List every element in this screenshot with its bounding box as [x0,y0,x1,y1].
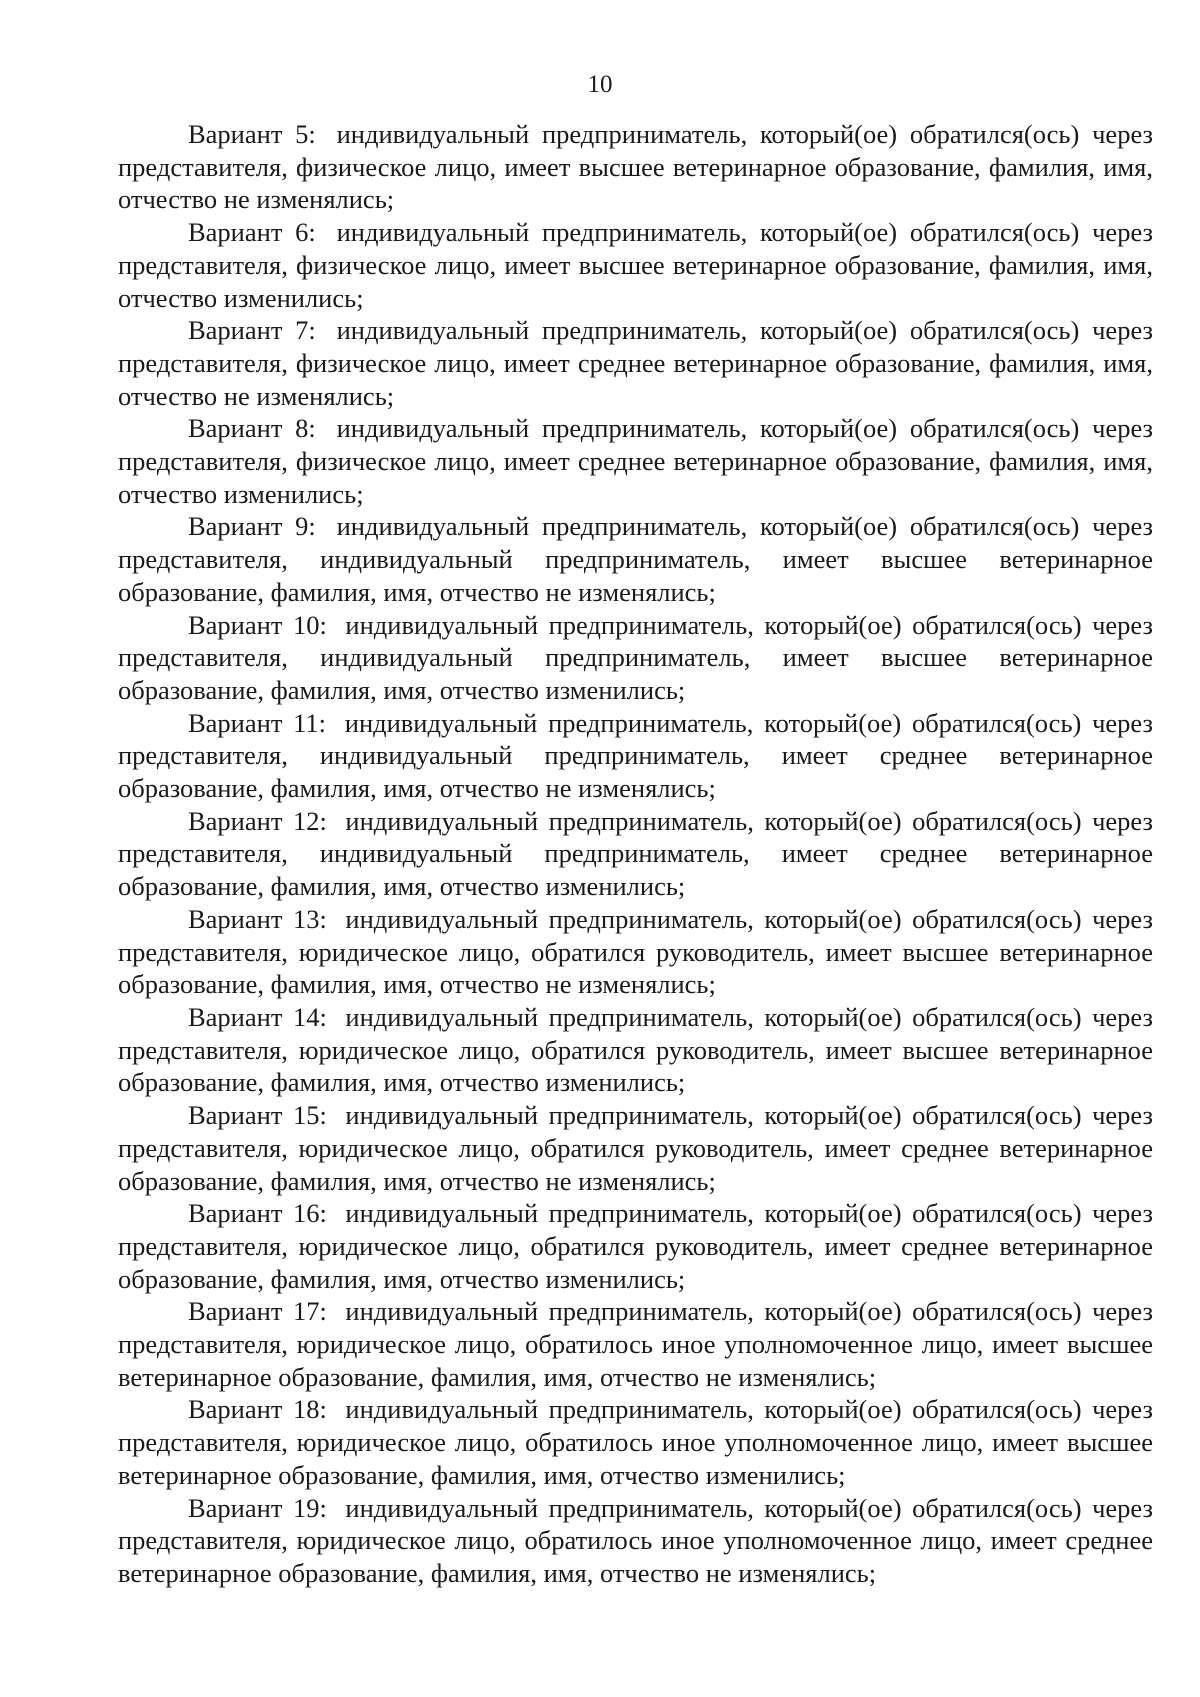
variant-label: Вариант 18: [188,1394,327,1425]
variant-label: Вариант 19: [188,1492,327,1523]
variant-paragraph [118,1295,1153,1393]
variant-label: Вариант 17: [188,1296,327,1327]
variant-label: Вариант 6: [188,217,316,248]
variant-text: индивидуальный предприниматель, который(ое) обратился(ось) через представителя, юридическое лицо, обратилось иное уполномоченное лицо, имеет среднее ветеринарное образование, фамилия, имя, отчество не изменялись; [118,1492,1153,1588]
variant-text: индивидуальный предприниматель, который(ое) обратился(ось) через представителя, юридическое лицо, обратился руководитель, имеет высшее ветеринарное образование, фамилия, имя, отчество изменились; [118,1001,1153,1098]
variant-text: индивидуальный предприниматель, который(ое) обратился(ось) через представителя, юридическое лицо, обратилось иное уполномоченное лицо, имеет высшее ветеринарное образование, фамилия, имя, отчество не изменялись; [118,1296,1153,1392]
variant-paragraph [118,510,1153,608]
variant-label: Вариант 8: [188,413,316,444]
variant-paragraph [118,314,1153,412]
variant-paragraph [118,903,1153,1001]
variant-text: индивидуальный предприниматель, который(ое) обратился(ось) через представителя, физическое лицо, имеет среднее ветеринарное образование, фамилия, имя, отчество изменились; [118,413,1153,509]
variant-paragraph [118,216,1153,314]
variant-text: индивидуальный предприниматель, который(ое) обратился(ось) через представителя, физическое лицо, имеет высшее ветеринарное образование, фамилия, имя, отчество не изменялись; [118,119,1153,215]
variant-text: индивидуальный предприниматель, который(ое) обратился(ось) через представителя, юридическое лицо, обратился руководитель, имеет среднее ветеринарное образование, фамилия, имя, отчество изменились; [118,1198,1153,1294]
variant-label: Вариант 9: [188,511,316,542]
variant-label: Вариант 10: [188,609,327,640]
document-body [118,118,1153,1590]
variant-paragraph [118,1099,1153,1197]
variant-label: Вариант 13: [188,903,327,934]
page-number: 10 [587,71,613,98]
variant-paragraph [118,609,1153,707]
variant-text: индивидуальный предприниматель, который(ое) обратился(ось) через представителя, юридическое лицо, обратился руководитель, имеет высшее ветеринарное образование, фамилия, имя, отчество не изменялись; [118,903,1153,1000]
variant-text: индивидуальный предприниматель, который(ое) обратился(ось) через представителя, индивидуальный предприниматель, имеет высшее ветеринарное образование, фамилия, имя, отчество не изменялись; [118,511,1153,607]
variant-text: индивидуальный предприниматель, который(ое) обратился(ось) через представителя, физическое лицо, имеет среднее ветеринарное образование, фамилия, имя, отчество не изменялись; [118,315,1153,411]
variant-paragraph [118,1492,1153,1590]
variant-label: Вариант 7: [188,315,316,346]
variant-text: индивидуальный предприниматель, который(ое) обратился(ось) через представителя, юридическое лицо, обратился руководитель, имеет среднее ветеринарное образование, фамилия, имя, отчество не изменялись; [118,1100,1153,1196]
variant-label: Вариант 12: [188,805,327,836]
variant-label: Вариант 11: [188,707,327,738]
variant-paragraph [118,118,1153,216]
variant-text: индивидуальный предприниматель, который(ое) обратился(ось) через представителя, индивидуальный предприниматель, имеет среднее ветеринарное образование, фамилия, имя, отчество не изменялись; [118,707,1153,804]
variant-label: Вариант 16: [188,1198,327,1229]
variant-paragraph [118,412,1153,510]
variant-label: Вариант 15: [188,1100,327,1131]
variant-paragraph [118,707,1153,805]
variant-text: индивидуальный предприниматель, который(ое) обратился(ось) через представителя, индивидуальный предприниматель, имеет высшее ветеринарное образование, фамилия, имя, отчество изменились; [118,609,1153,705]
variant-text: индивидуальный предприниматель, который(ое) обратился(ось) через представителя, юридическое лицо, обратилось иное уполномоченное лицо, имеет высшее ветеринарное образование, фамилия, имя, отчество изменились; [118,1394,1153,1490]
variant-paragraph [118,1393,1153,1491]
variant-text: индивидуальный предприниматель, который(ое) обратился(ось) через представителя, индивидуальный предприниматель, имеет среднее ветеринарное образование, фамилия, имя, отчество изменились; [118,805,1153,902]
variant-paragraph [118,805,1153,903]
variant-paragraph [118,1197,1153,1295]
variant-label: Вариант 14: [188,1001,327,1032]
variant-label: Вариант 5: [188,119,316,149]
variant-paragraph [118,1001,1153,1099]
variant-text: индивидуальный предприниматель, который(ое) обратился(ось) через представителя, физическое лицо, имеет высшее ветеринарное образование, фамилия, имя, отчество изменились; [118,217,1153,313]
